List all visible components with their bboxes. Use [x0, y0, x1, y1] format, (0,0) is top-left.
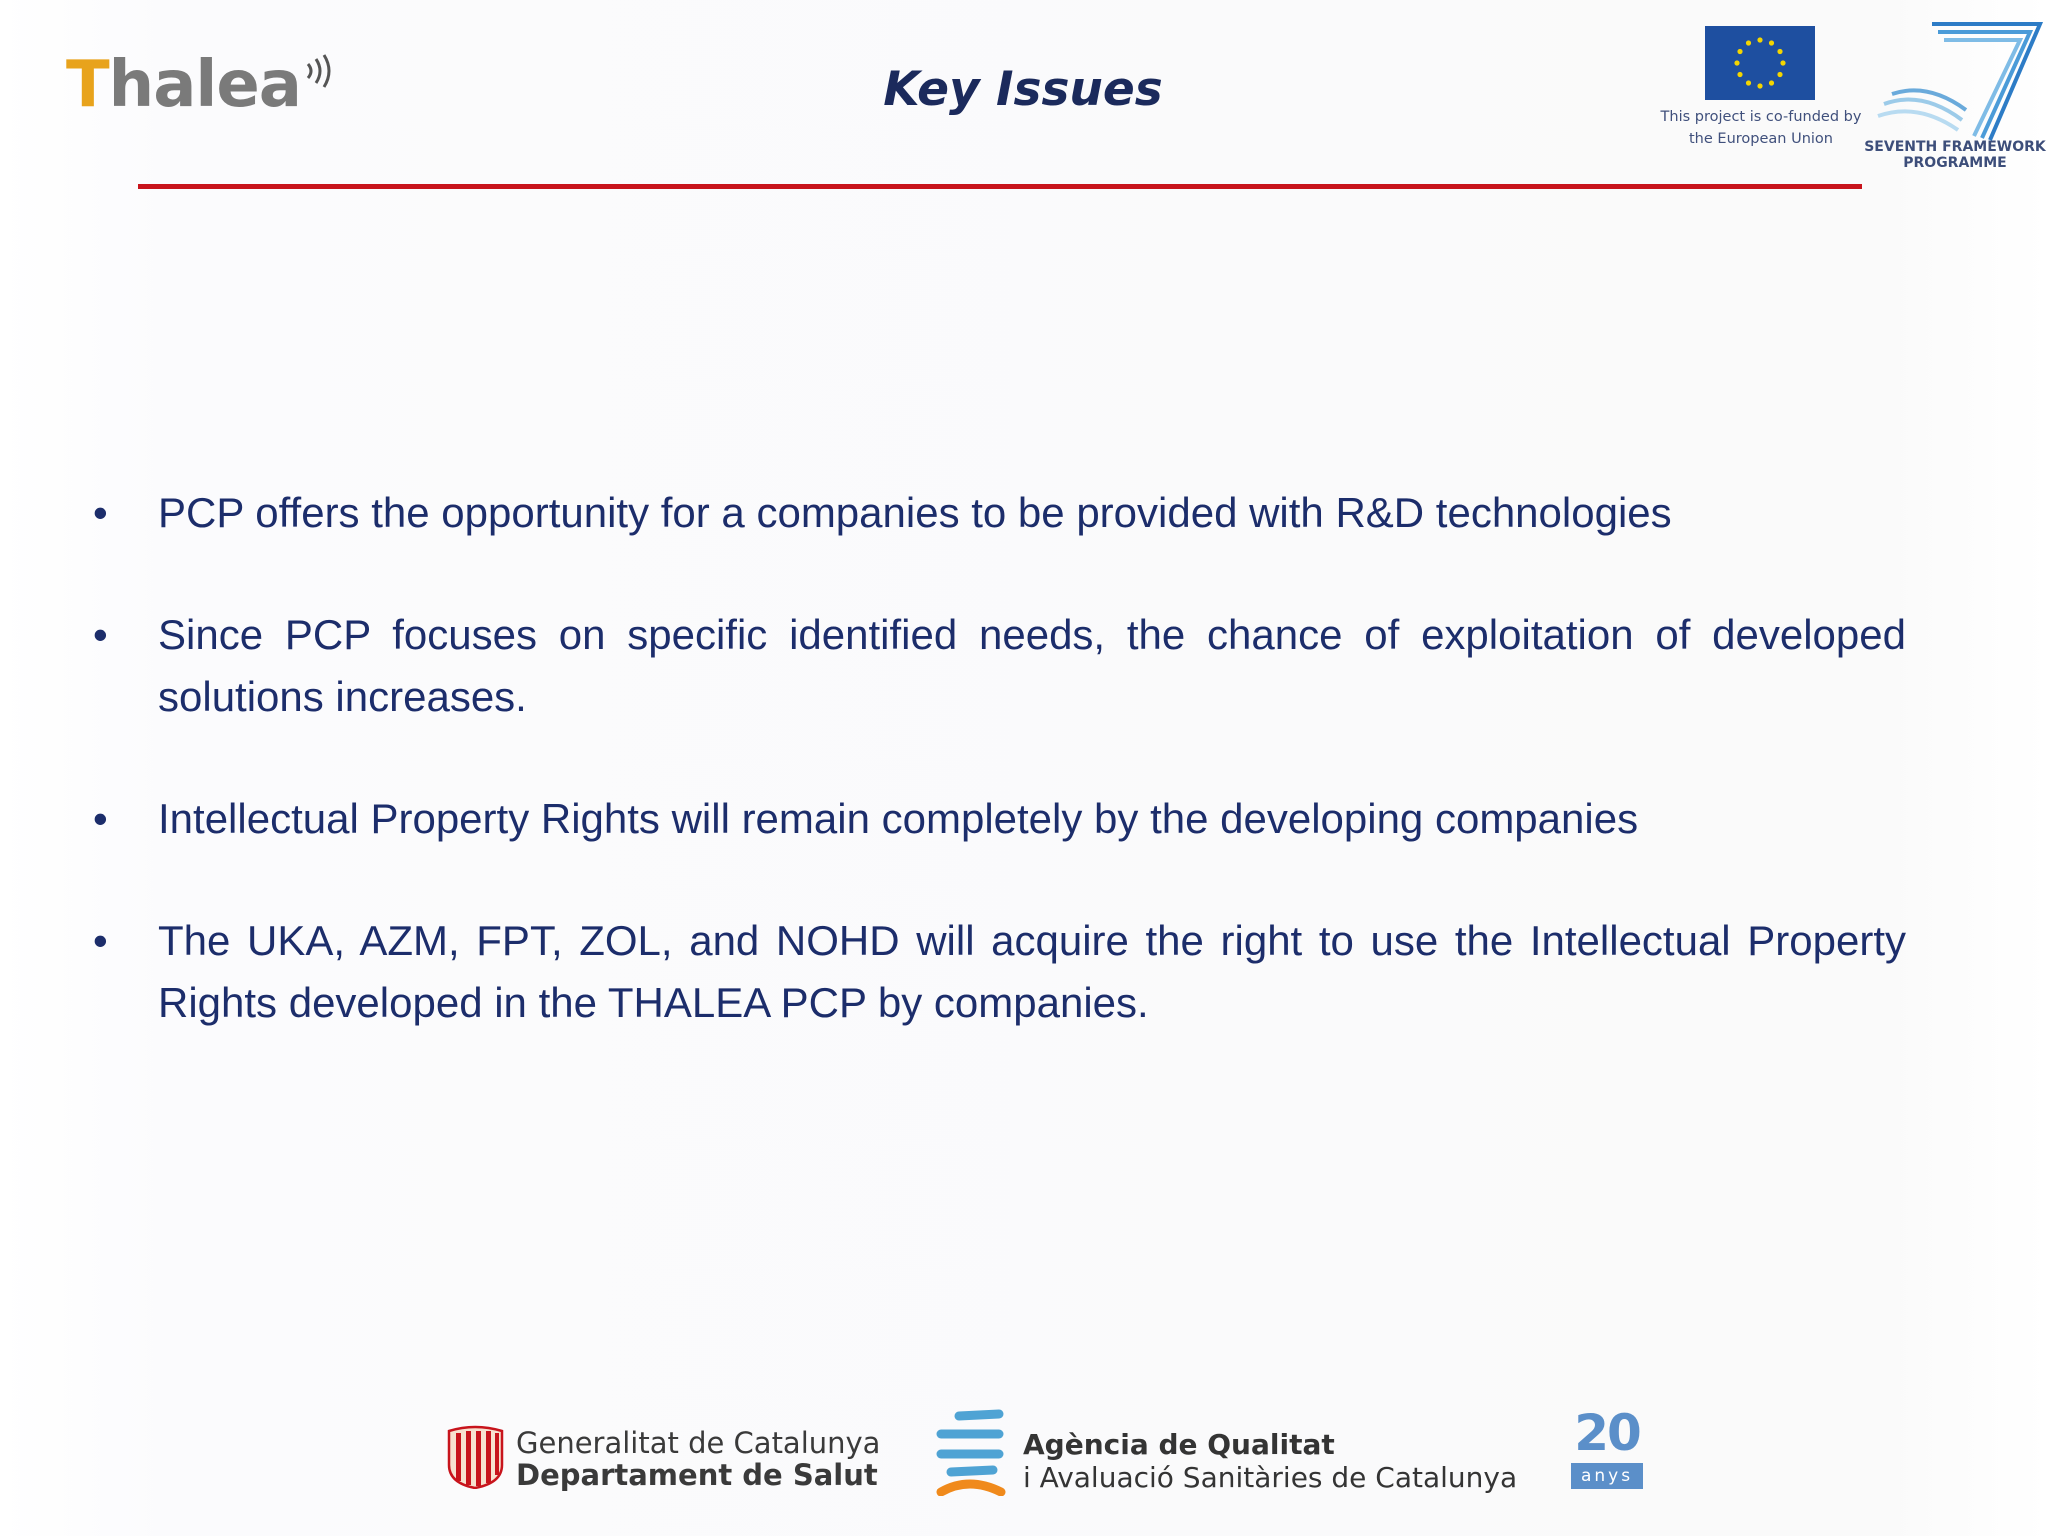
- aquas-text: [1023, 1428, 1523, 1494]
- page-title: Key Issues: [883, 62, 1163, 117]
- gencat-logo: [447, 1425, 887, 1493]
- list-item-text: Since PCP focuses on specific identified needs, the chance of exploitation of developed solutions increases.: [158, 611, 1906, 720]
- gencat-text: [516, 1427, 896, 1491]
- list-item: [88, 482, 1906, 544]
- thalea-wordmark: Thalea: [66, 48, 301, 122]
- gencat-line-1: Generalitat de Catalunya: [516, 1426, 881, 1460]
- fp7-logo-icon: [1862, 20, 2048, 144]
- key-issues-list: [88, 482, 1906, 1094]
- title-divider: [138, 184, 1862, 189]
- gencat-shield-icon: [447, 1425, 504, 1489]
- aquas-logo: [933, 1408, 1518, 1498]
- list-item-text: Intellectual Property Rights will remain completely by the developing companies: [158, 795, 1639, 842]
- eu-caption-line-2: the European Union: [1689, 131, 1833, 147]
- fp7-caption-line-1: SEVENTH FRAMEWORK: [1864, 139, 2046, 155]
- aquas-mark-icon: [933, 1408, 1009, 1496]
- aquas-line-2: i Avaluació Sanitàries de Catalunya: [1023, 1461, 1518, 1494]
- eu-funding-logo: [1650, 24, 1872, 154]
- bullet-dot-icon: •: [93, 611, 108, 658]
- list-item-text: The UKA, AZM, FPT, ZOL, and NOHD will acquire the right to use the Intellectual Property Rights developed in the THALEA PCP by companies.: [158, 917, 1906, 1026]
- list-item: [88, 604, 1906, 728]
- anniversary-label: anys: [1571, 1463, 1643, 1489]
- list-item-text: PCP offers the opportunity for a companies to be provided with R&D technologies: [158, 489, 1672, 536]
- anniversary-number: 20: [1574, 1404, 1640, 1462]
- fp7-caption-line-2: PROGRAMME: [1903, 155, 2007, 171]
- fp7-logo: [1862, 20, 2048, 180]
- aquas-line-1: Agència de Qualitat: [1023, 1428, 1335, 1461]
- list-item: [88, 788, 1906, 850]
- eu-caption: [1650, 106, 1872, 150]
- bullet-dot-icon: •: [93, 795, 108, 842]
- eu-caption-line-1: This project is co-funded by: [1660, 109, 1862, 125]
- gencat-line-2: Departament de Salut: [516, 1458, 878, 1492]
- bullet-dot-icon: •: [93, 489, 108, 536]
- eu-flag-icon: [1705, 26, 1815, 100]
- list-item: [88, 910, 1906, 1034]
- fp7-caption: [1862, 139, 2048, 171]
- bullet-dot-icon: •: [93, 917, 108, 964]
- anniversary-badge: [1568, 1403, 1646, 1493]
